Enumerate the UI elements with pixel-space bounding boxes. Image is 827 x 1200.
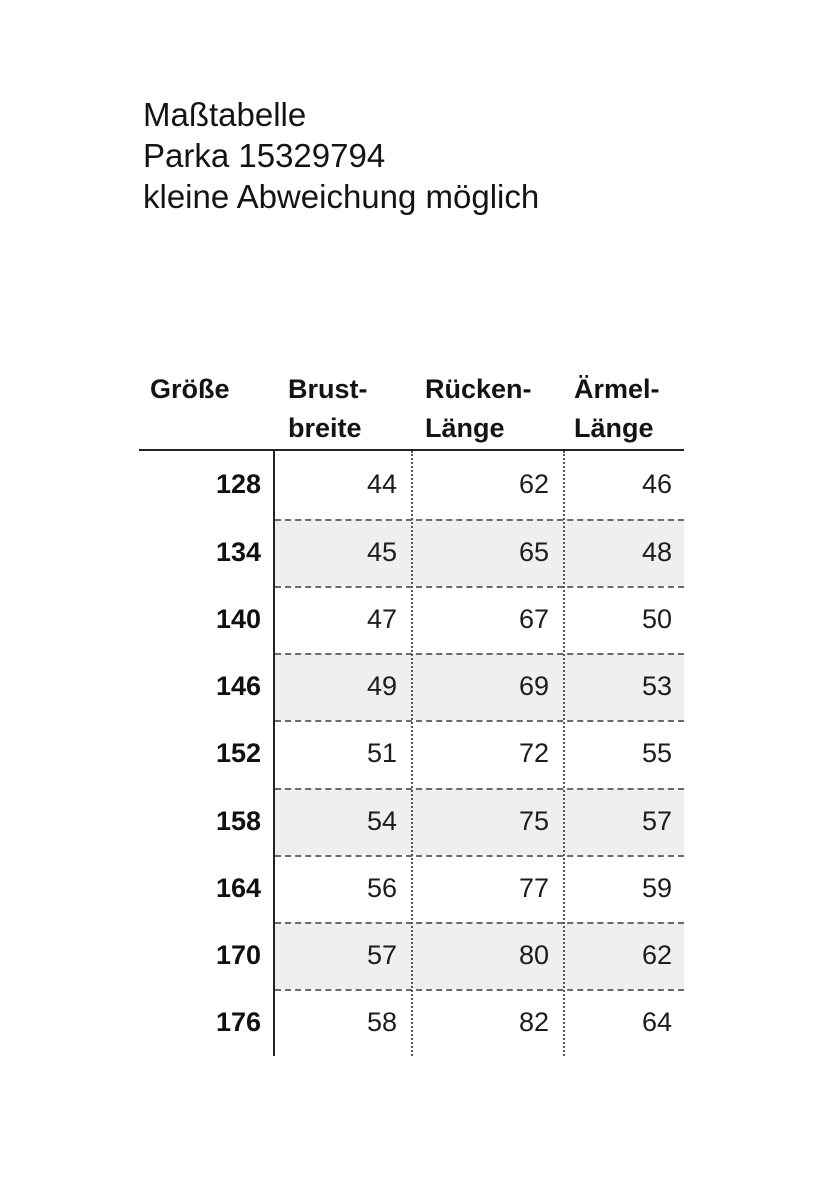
header-rueckenlaenge-line2: Länge <box>425 413 505 443</box>
rueckenlaenge-cell: 69 <box>518 671 549 701</box>
brustbreite-cell: 57 <box>366 940 397 970</box>
rueckenlaenge-cell: 62 <box>518 469 549 499</box>
deviation-note: kleine Abweichung möglich <box>143 178 540 215</box>
size-cell: 170 <box>215 940 261 970</box>
size-cell: 164 <box>215 873 261 903</box>
rueckenlaenge-cell: 82 <box>518 1007 549 1037</box>
size-cell: 140 <box>215 604 261 634</box>
column-divider-dashed <box>563 451 565 1056</box>
header-aermellaenge <box>574 370 660 448</box>
brustbreite-cell: 45 <box>366 537 397 567</box>
rueckenlaenge-cell: 65 <box>518 537 549 567</box>
brustbreite-cell: 56 <box>366 873 397 903</box>
aermellaenge-cell: 55 <box>641 738 672 768</box>
column-divider-dashed <box>411 451 413 1056</box>
rueckenlaenge-cell: 72 <box>518 738 549 768</box>
size-table <box>0 449 827 1059</box>
aermellaenge-cell: 46 <box>641 469 672 499</box>
rueckenlaenge-cell: 67 <box>518 604 549 634</box>
size-cell: 158 <box>215 806 261 836</box>
size-cell: 152 <box>215 738 261 768</box>
rueckenlaenge-cell: 77 <box>518 873 549 903</box>
product-name: Parka 15329794 <box>143 137 386 174</box>
header-brustbreite-line2: breite <box>288 413 362 443</box>
header-groesse <box>150 370 230 409</box>
aermellaenge-cell: 59 <box>641 873 672 903</box>
title-block <box>143 94 539 217</box>
brustbreite-cell: 51 <box>366 738 397 768</box>
header-rueckenlaenge-line1: Rücken- <box>425 374 532 404</box>
header-rueckenlaenge <box>425 370 532 448</box>
size-cell: 134 <box>215 537 261 567</box>
aermellaenge-cell: 64 <box>641 1007 672 1037</box>
header-brustbreite <box>288 370 368 448</box>
header-aermellaenge-line1: Ärmel- <box>574 374 660 404</box>
brustbreite-cell: 54 <box>366 806 397 836</box>
aermellaenge-cell: 62 <box>641 940 672 970</box>
brustbreite-cell: 49 <box>366 671 397 701</box>
brustbreite-cell: 44 <box>366 469 397 499</box>
column-divider-solid <box>273 449 275 1056</box>
aermellaenge-cell: 57 <box>641 806 672 836</box>
aermellaenge-cell: 50 <box>641 604 672 634</box>
header-aermellaenge-line2: Länge <box>574 413 654 443</box>
aermellaenge-cell: 53 <box>641 671 672 701</box>
aermellaenge-cell: 48 <box>641 537 672 567</box>
table-header <box>0 370 827 446</box>
header-brustbreite-line1: Brust- <box>288 374 368 404</box>
brustbreite-cell: 58 <box>366 1007 397 1037</box>
size-cell: 146 <box>215 671 261 701</box>
size-cell: 176 <box>215 1007 261 1037</box>
rueckenlaenge-cell: 75 <box>518 806 549 836</box>
size-cell: 128 <box>215 469 261 499</box>
page-title: Maßtabelle <box>143 96 307 133</box>
rueckenlaenge-cell: 80 <box>518 940 549 970</box>
brustbreite-cell: 47 <box>366 604 397 634</box>
header-groesse-label: Größe <box>150 374 230 404</box>
